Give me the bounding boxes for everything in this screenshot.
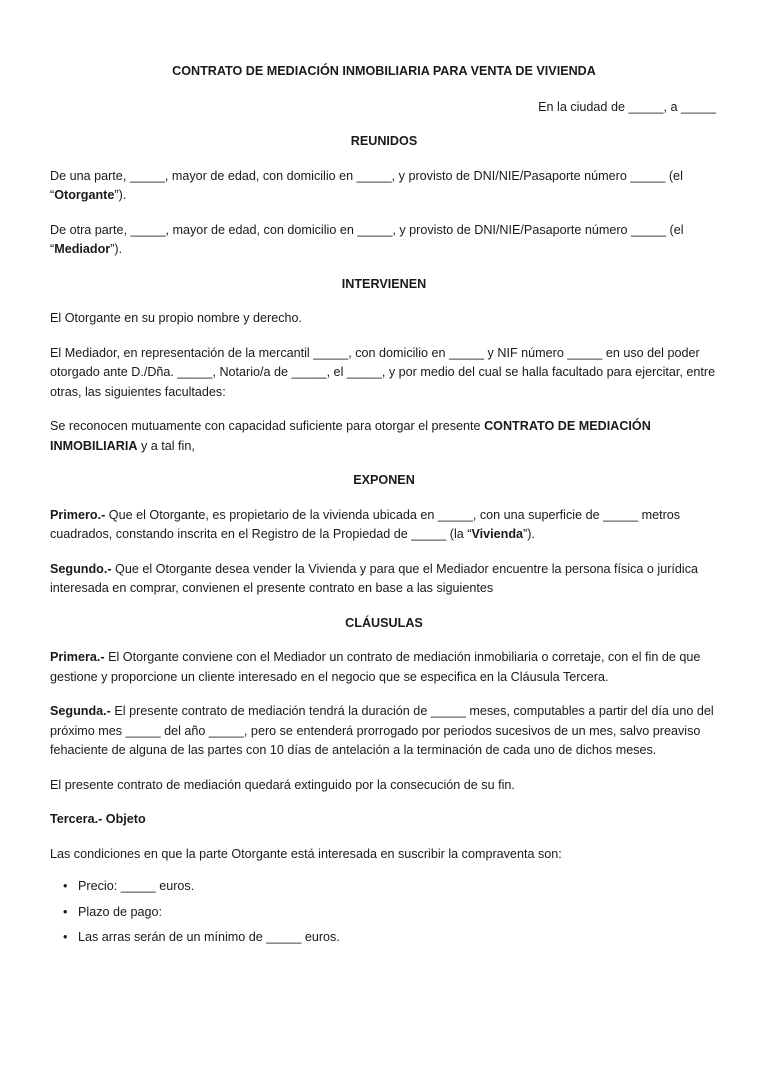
- heading-clausulas: CLÁUSULAS: [345, 615, 423, 630]
- intervienen-paragraph-2: El Mediador, en representación de la mercantil _____, con domicilio en _____ y NIF número _____ en uso del poder otorgado ante D./Dña. _____, Notario/a de _____, el _____, y por medio del cual se halla facultado para ejercitar, entre otras, las siguientes facultades:: [50, 345, 716, 399]
- text-segment: Que el Otorgante, es propietario de la vivienda ubicada en _____, con una superficie de _____ metros cuadrados, constando inscrita en el Registro de la Propiedad de _____ (la “: [50, 507, 681, 541]
- list-item: • Las arras serán de un mínimo de _____ euros.: [63, 928, 718, 948]
- clausula-tercera-heading: [50, 810, 718, 830]
- text-segment: y a tal fin,: [137, 438, 195, 453]
- heading-reunidos: REUNIDOS: [350, 134, 418, 148]
- clause-label: Primero.-: [50, 507, 106, 522]
- bold-term-contrato: CONTRATO DE MEDIACIÓN INMOBILIARIA: [50, 419, 651, 453]
- bold-term-otorgante: Otorgante: [54, 188, 115, 202]
- text-segment: De otra parte, _____, mayor de edad, con domicilio en _____, y provisto de DNI/NIE/Pasaporte número _____ (el “: [50, 222, 684, 256]
- clause-label: Segundo.-: [50, 561, 112, 576]
- text-segment: El presente contrato de mediación tendrá la duración de _____ meses, computables a partir del día uno del próximo mes _____ del año _____, pero se entenderá prorrogado por periodos sucesivos de un mes, salvo preaviso fehaciente de alguna de las partes con 10 días de antelación a la terminación de cada uno de dichos meses.: [50, 704, 714, 757]
- bold-term-vivienda: Vivienda: [471, 527, 524, 541]
- clausula-primera: [50, 648, 718, 687]
- clause-label: Segunda.-: [50, 704, 111, 718]
- place-date-line: En la ciudad de _____, a _____: [538, 99, 716, 114]
- clausula-extincion: El presente contrato de mediación quedará extinguido por la consecución de su fin.: [50, 777, 515, 792]
- text-segment: El Otorgante conviene con el Mediador un contrato de mediación inmobiliaria o corretaje, con el fin de que gestione y proporcione un cliente interesado en el negocio que se especifica en la Cláusula Tercera.: [50, 650, 701, 684]
- reunidos-paragraph-2: [50, 221, 718, 260]
- intervienen-paragraph-3: [50, 417, 718, 456]
- list-item: • Precio: _____ euros.: [63, 877, 718, 897]
- exponen-segundo: [50, 560, 718, 599]
- reunidos-paragraph-1: [50, 167, 718, 206]
- heading-intervienen: INTERVIENEN: [341, 276, 427, 291]
- clausula-tercera-intro: Las condiciones en que la parte Otorgante está interesada en suscribir la compraventa son:: [50, 846, 562, 861]
- text-segment: De una parte, _____, mayor de edad, con domicilio en _____, y provisto de DNI/NIE/Pasaporte número _____ (el “: [50, 168, 683, 202]
- clause-label: Primera.-: [50, 650, 105, 664]
- clause-label: Tercera.- Objeto: [50, 812, 146, 826]
- bold-term-mediador: Mediador: [54, 242, 111, 256]
- intervienen-paragraph-1: El Otorgante en su propio nombre y derecho.: [50, 311, 303, 325]
- conditions-list: [50, 877, 718, 948]
- text-segment: Que el Otorgante desea vender la Vivienda y para que el Mediador encuentre la persona física o jurídica interesada en comprar, convienen el presente contrato en base a las siguientes: [50, 561, 699, 595]
- text-segment: ”).: [110, 242, 123, 256]
- heading-exponen: EXPONEN: [353, 473, 415, 487]
- document-title: CONTRATO DE MEDIACIÓN INMOBILIARIA PARA VENTA DE VIVIENDA: [172, 64, 596, 78]
- exponen-primero: [50, 506, 718, 545]
- list-item: • Plazo de pago:: [63, 903, 718, 923]
- document-body: [50, 62, 718, 954]
- text-segment: Se reconocen mutuamente con capacidad suficiente para otorgar el presente: [50, 419, 485, 433]
- clausula-segunda: [50, 702, 718, 761]
- text-segment: ”).: [114, 188, 127, 202]
- text-segment: ”).: [523, 527, 535, 541]
